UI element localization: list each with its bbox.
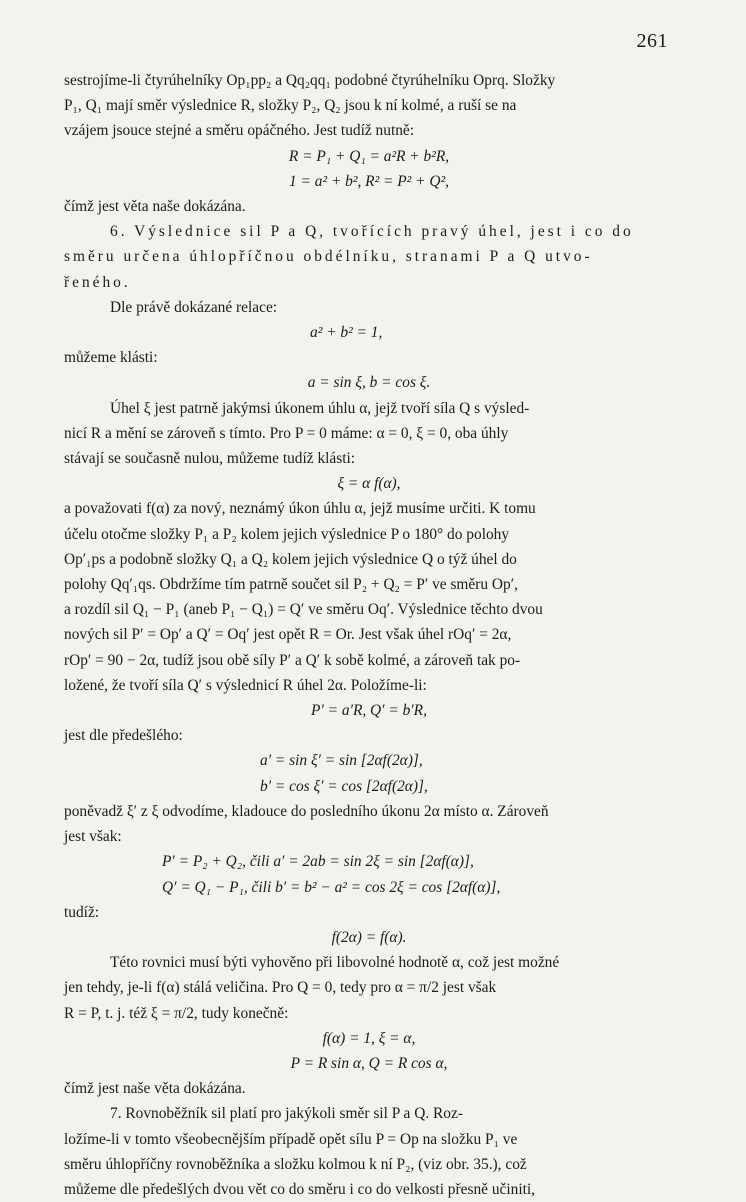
text-line: tudíž: [64,903,100,921]
section-heading: 6. Výslednice sil P a Q, tvořících pravý úhel, jest i co do [110,223,634,241]
text-line: Této rovnici musí býti vyhověno při libovolné hodnotě α, což jest možné [110,954,560,972]
text-line: směru úhlopříčny rovnoběžníka a složku kolmou k ní P₂, (viz obr. 35.), což [64,1155,527,1173]
equation: a = sin ξ, b = cos ξ. [307,374,431,392]
text-line: vzájem jsouce stejné a směru opáčného. Jest tudíž nutně: [64,122,415,140]
text-line: jen tehdy, je-li f(α) stálá veličina. Pro Q = 0, tedy pro α = π/2 jest však [64,979,497,997]
text-line: účelu otočme složky P₁ a P₂ kolem jejich výslednice P o 180° do polohy [64,525,510,543]
text-line: sestrojíme-li čtyrúhelníky Op₁pp₂ a Qq₂qq₁ podobné čtyrúhelníku Oprq. Složky [64,72,556,89]
text-line: ložíme-li v tomto všeobecnějším případě opět sílu P = Op na složku P₁ ve [64,1130,518,1148]
equation: b′ = cos ξ′ = cos [2αf(2α)], [260,777,428,795]
section-heading: řeného. [64,273,131,291]
text-line: můžeme klásti: [64,349,158,367]
text-line: R = P, t. j. též ξ = π/2, tudy konečně: [64,1004,289,1022]
equation: f(α) = 1, ξ = α, [322,1029,416,1047]
equation: P′ = a′R, Q′ = b′R, [311,702,427,720]
equation: Q′ = Q₁ − P₁, čili b′ = b² − a² = cos 2ξ = cos [2αf(α)], [162,878,501,896]
section-heading: směru určena úhlopříčnou obdélníku, stranami P a Q utvo- [64,248,593,266]
text-line: Op′₁ps a podobně složky Q₁ a Q₂ kolem jejich výslednice Q o týž úhel do [64,550,517,568]
text-line: Úhel ξ jest patrně jakýmsi úkonem úhlu α, jejž tvoří síla Q s výsled- [110,399,530,417]
text-line: Dle právě dokázané relace: [110,298,278,316]
text-line: nových sil P′ = Op′ a Q′ = Oq′ jest opět R = Or. Jest však úhel rOq′ = 2α, [64,626,512,644]
equation: a′ = sin ξ′ = sin [2αf(2α)], [260,752,423,770]
text-line: rOp′ = 90 − 2α, tudíž jsou obě síly P′ a Q′ k sobě kolmé, a zároveň tak po- [64,651,521,669]
text-line: nicí R a mění se zároveň s tímto. Pro P = 0 máme: α = 0, ξ = 0, oba úhly [64,424,509,442]
body-text [64,68,674,1202]
equation: f(2α) = f(α). [331,928,407,946]
equation: a² + b² = 1, [310,324,383,342]
text-line: jest však: [64,828,122,846]
equation: P = R sin α, Q = R cos α, [290,1054,448,1072]
text-line: čímž jest naše věta dokázána. [64,1080,246,1098]
text-line: P₁, Q₁ mají směr výslednice R, složky P₂, Q₂ jsou k ní kolmé, a ruší se na [64,97,517,115]
text-line: poněvadž ξ′ z ξ odvodíme, kladouce do posledního úkonu 2α místo α. Zároveň [64,802,549,820]
text-line: můžeme dle předešlých dvou vět co do směru i co do velkosti přesně učiniti, [64,1180,535,1198]
text-line: stávají se současně nulou, můžeme tudíž klásti: [64,450,356,468]
equation: 1 = a² + b², R² = P² + Q², [289,172,449,190]
text-line: ložené, že tvoří síla Q′ s výslednicí R úhel 2α. Položíme-li: [64,676,427,694]
equation: ξ = α f(α), [337,475,401,493]
text-line: a považovati f(α) za nový, neznámý úkon úhlu α, jejž musíme určiti. K tomu [64,500,536,518]
section-heading: 7. Rovnoběžník sil platí pro jakýkoli směr sil P a Q. Roz- [110,1105,463,1123]
text-line: čímž jest věta naše dokázána. [64,198,246,216]
equation: P′ = P₂ + Q₂, čili a′ = 2ab = sin 2ξ = sin [2αf(α)], [162,853,474,871]
page-number: 261 [636,30,668,52]
text-line: a rozdíl sil Q₁ − P₁ (aneb P₁ − Q₁) = Q′ ve směru Oq′. Výslednice těchto dvou [64,601,543,619]
text-line: jest dle předešlého: [64,727,183,745]
text-line: polohy Qq′₁qs. Obdržíme tím patrně součet sil P₂ + Q₂ = P′ ve směru Op′, [64,576,518,594]
equation: R = P₁ + Q₁ = a²R + b²R, [288,147,450,165]
